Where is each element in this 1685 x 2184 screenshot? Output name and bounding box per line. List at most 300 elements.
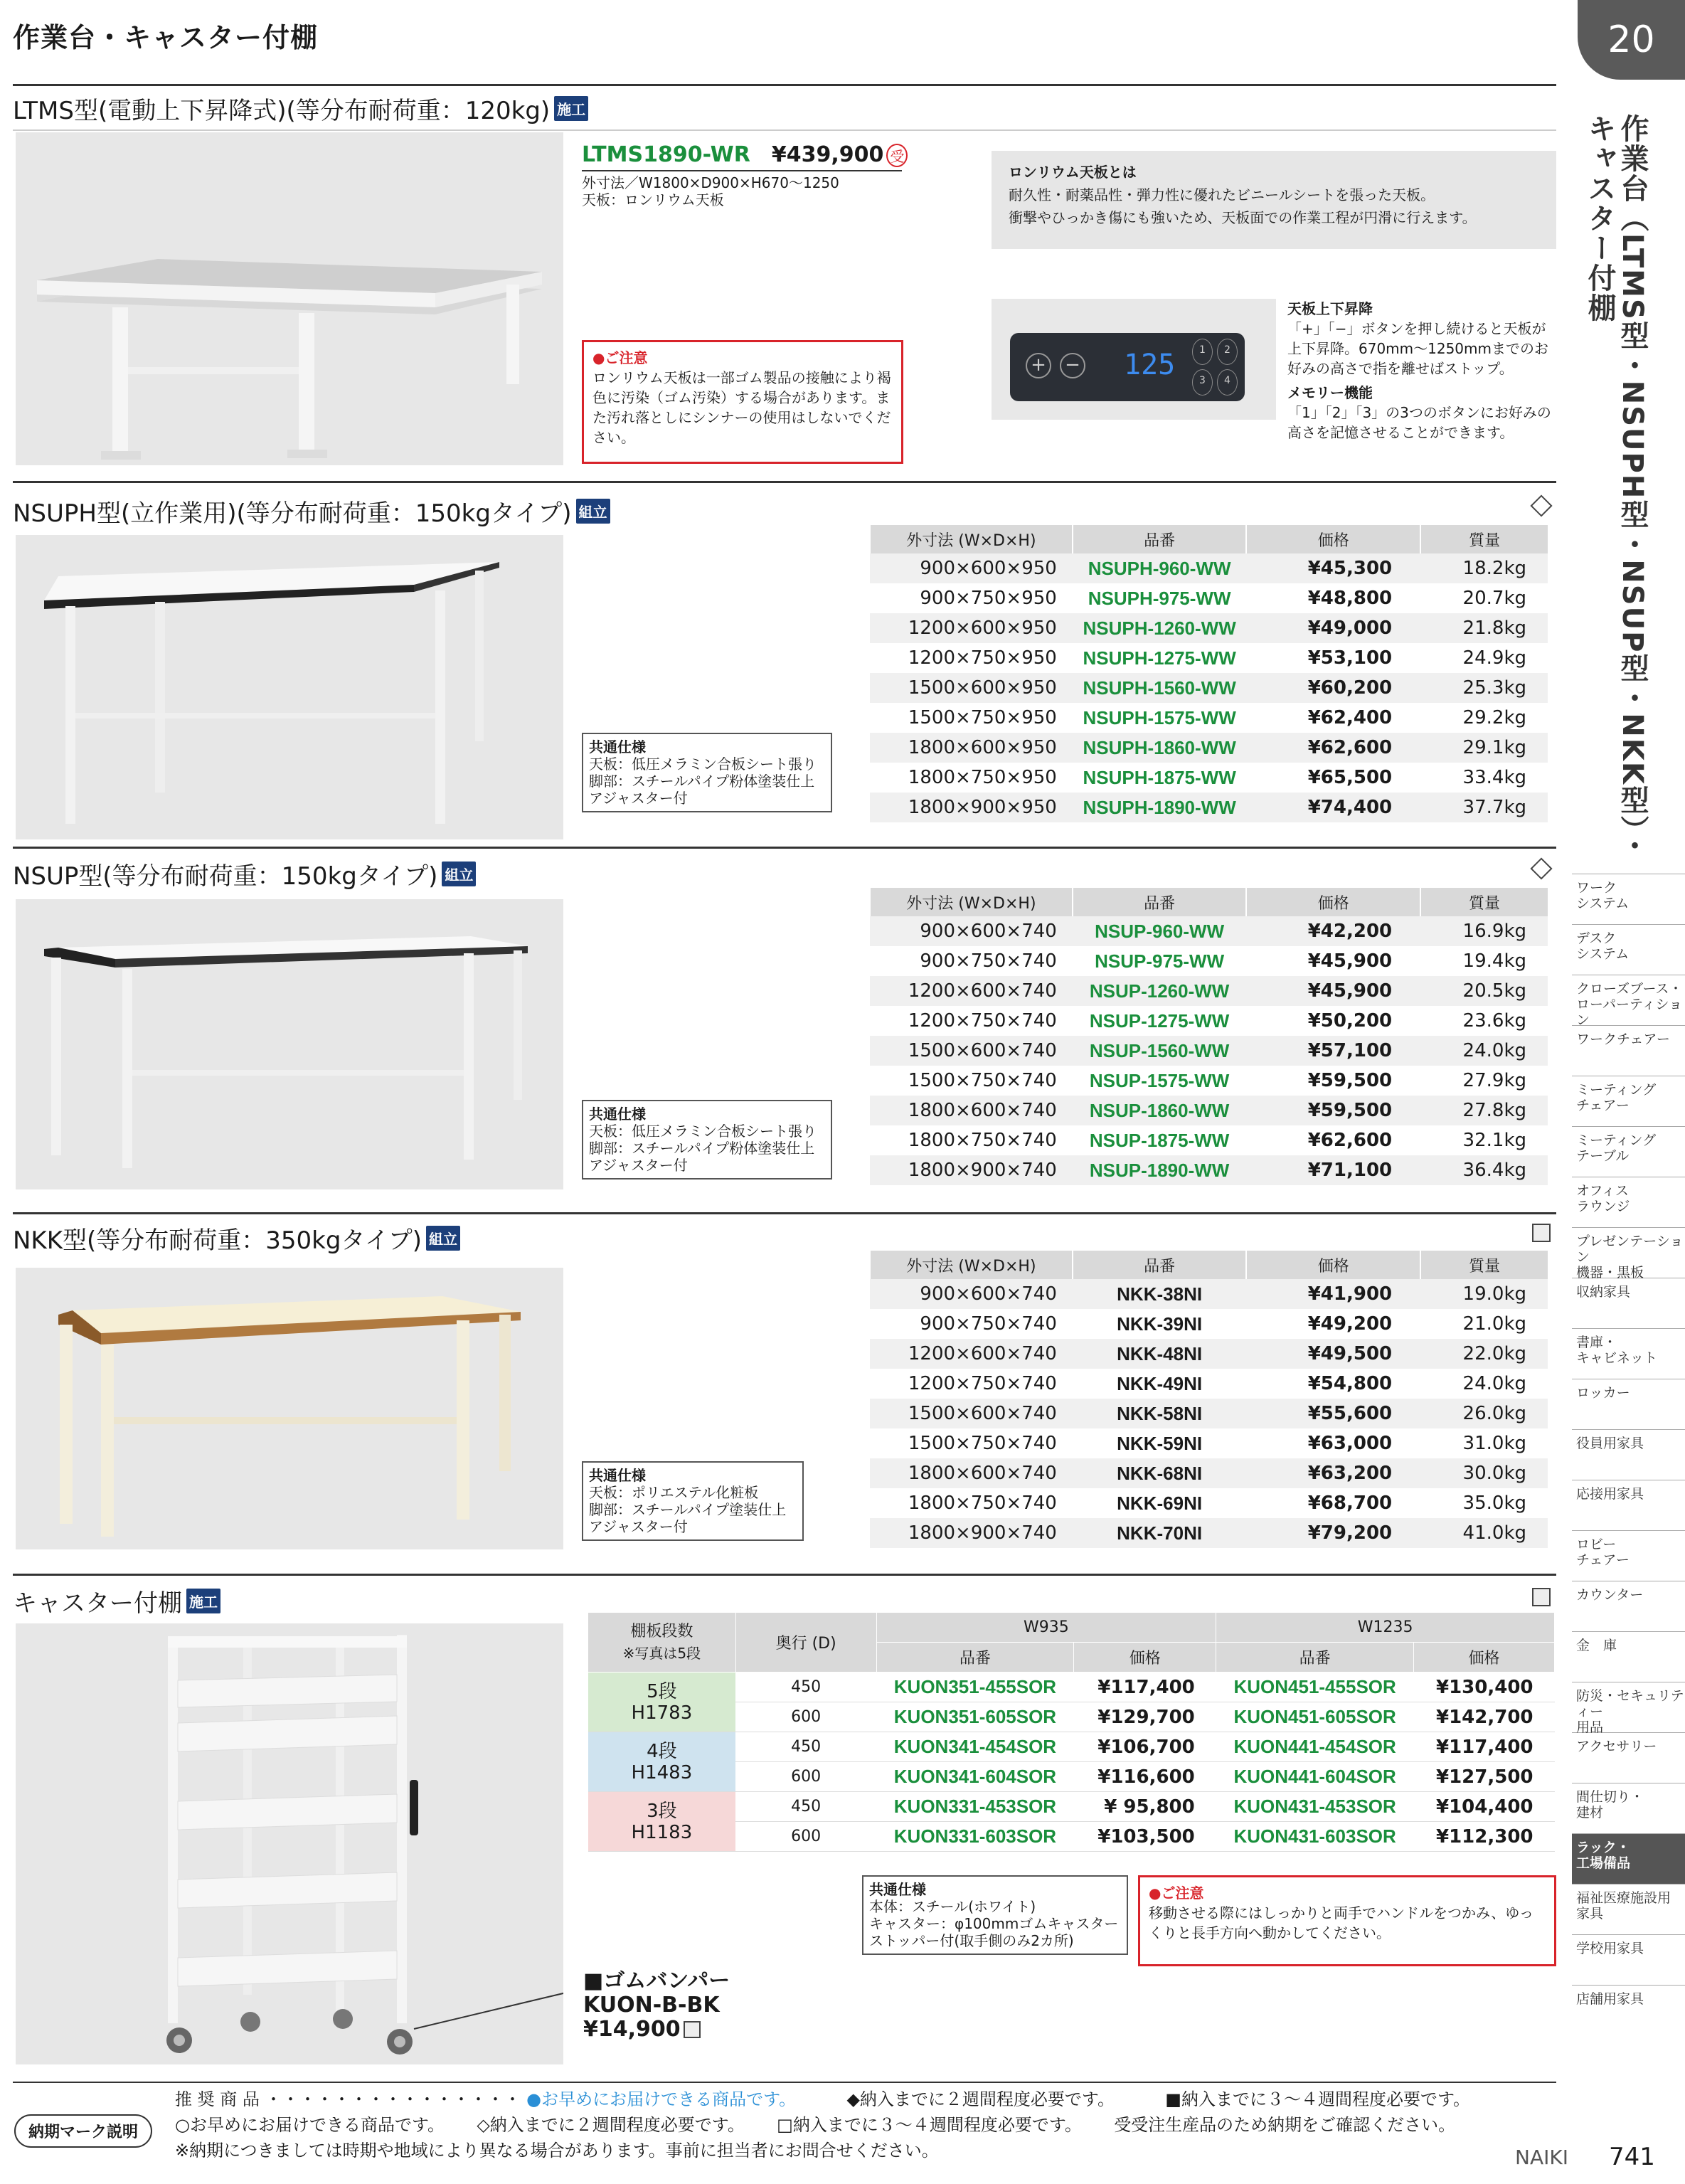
chapter-tab[interactable]: 20 [1578, 0, 1685, 80]
row-size: 1800×900×740 [870, 1155, 1073, 1185]
nsuph-spec-line: 天板：低圧メラミン合板シート張り [589, 756, 817, 773]
memory-button-2: 2 [1217, 339, 1238, 365]
nkk-title: NKK型(等分布耐荷重：350kgタイプ) [13, 1226, 422, 1255]
row-code: NSUP-1560-WW [1073, 1036, 1247, 1066]
row-w935-code: KUON331-453SOR [876, 1792, 1074, 1822]
side-nav-item[interactable]: オフィス ラウンジ [1572, 1177, 1685, 1227]
ltms-photo [16, 132, 563, 465]
row-code: NSUP-1275-WW [1089, 1009, 1230, 1032]
control-panel [1010, 333, 1245, 401]
row-size: 1800×600×740 [870, 1458, 1073, 1488]
row-weight: 16.9kg [1420, 916, 1548, 946]
ltms-top: 天板：ロンリウム天板 [582, 191, 724, 208]
footer-row2-d: 受受注生産品のため納期をご確認ください。 [1114, 2115, 1456, 2135]
row-size: 1200×750×740 [908, 1010, 1057, 1032]
row-weight: 33.4kg [1462, 767, 1526, 788]
row-size: 1500×600×740 [870, 1036, 1073, 1066]
row-price: ¥63,000 [1307, 1433, 1393, 1454]
col-size: 外寸法 (W×D×H) [870, 1251, 1073, 1279]
table-row [870, 1309, 1548, 1339]
row-price: ¥60,200 [1246, 673, 1420, 703]
row-depth: 600 [735, 1762, 876, 1792]
row-depth: 450 [735, 1792, 876, 1822]
footer-row1-a: ●お早めにお届けできる商品です。 [526, 2089, 797, 2109]
row-w1235-code: KUON441-604SOR [1216, 1762, 1414, 1792]
footer-divider [13, 2082, 1556, 2083]
nsuph-divider [13, 481, 1556, 483]
nkk-price-table [869, 1251, 1548, 1548]
row-level [588, 1732, 736, 1792]
nsuph-spec-box [582, 733, 832, 812]
table-row [870, 946, 1548, 976]
col-levels: 棚板段数 [630, 1622, 693, 1640]
table-row [870, 703, 1548, 733]
side-nav-item[interactable]: 収納家具 [1572, 1278, 1685, 1328]
row-code: NSUPH-1560-WW [1073, 673, 1247, 703]
row-size: 1500×600×740 [870, 1399, 1073, 1428]
row-weight: 24.0kg [1420, 1036, 1548, 1066]
col-price: 価格 [1246, 888, 1420, 916]
row-w935-code: KUON331-603SOR [876, 1822, 1074, 1852]
row-w1235-price: ¥127,500 [1414, 1762, 1555, 1792]
plus-button-icon: + [1026, 353, 1051, 378]
memory-button-1: 1 [1192, 339, 1213, 365]
bumper-label: ■ゴムバンパー [583, 1968, 730, 1993]
footer-row2-b: ◇納入までに２週間程度必要です。 [477, 2115, 745, 2135]
nsuph-spec-line: 脚部：スチールパイプ粉体塗装仕上 [589, 773, 815, 790]
nsup-badge: 組立 [442, 862, 476, 886]
row-price: ¥55,600 [1246, 1399, 1420, 1428]
mem-head: メモリー機能 [1287, 384, 1373, 401]
ltms-product [582, 142, 908, 208]
nkk-divider [13, 1212, 1556, 1214]
row-size: 1200×750×950 [908, 647, 1057, 669]
nsuph-badge: 組立 [576, 499, 610, 524]
delivery-mark-diamond-icon [1530, 857, 1552, 879]
row-price: ¥42,200 [1246, 916, 1420, 946]
row-weight: 21.0kg [1462, 1313, 1526, 1335]
row-price: ¥45,900 [1246, 976, 1420, 1006]
col-price: 価格 [1246, 1251, 1420, 1279]
table-row [870, 1125, 1548, 1155]
row-size: 1200×600×950 [870, 613, 1073, 643]
ltms-table-illustration [16, 132, 563, 465]
caster-caution-body: 移動させる際にはしっかりと両手でハンドルをつかみ、ゆっくりと長手方向へ動かしてください。 [1149, 1904, 1533, 1941]
row-price: ¥49,200 [1307, 1313, 1393, 1335]
row-code: NSUPH-1860-WW [1073, 733, 1247, 763]
row-depth: 450 [735, 1673, 876, 1702]
row-w1235-code: KUON441-454SOR [1216, 1732, 1414, 1762]
table-row [870, 1096, 1548, 1125]
row-size: 1200×750×740 [908, 1373, 1057, 1394]
row-size: 1500×750×740 [908, 1433, 1057, 1454]
side-nav-item[interactable]: クローズブース・ ローパーティション [1572, 975, 1685, 1025]
col-weight: 質量 [1420, 888, 1548, 916]
row-size: 1200×600×740 [870, 976, 1073, 1006]
col-w935: W935 [876, 1613, 1216, 1643]
ltms-info-box [992, 151, 1556, 249]
col-w1235-code: 品番 [1216, 1643, 1414, 1673]
nsup-spec-head: 共通仕様 [589, 1106, 646, 1123]
table-row [870, 583, 1548, 613]
row-price: ¥49,500 [1246, 1339, 1420, 1369]
row-weight: 18.2kg [1420, 553, 1548, 583]
ltms-control-panel-photo [992, 299, 1276, 420]
caster-divider [13, 1574, 1556, 1576]
table-row [870, 733, 1548, 763]
row-weight: 20.7kg [1462, 588, 1526, 609]
nsuph-spec-line: アジャスター付 [589, 790, 688, 807]
row-size: 900×600×740 [870, 916, 1073, 946]
row-price: ¥62,600 [1307, 1130, 1393, 1151]
delivery-legend-pill: 納期マーク説明 [14, 2114, 152, 2148]
side-nav-item[interactable]: ワーク システム [1572, 874, 1685, 924]
footer-row2-c: □納入までに３～４週間程度必要です。 [777, 2115, 1082, 2135]
row-w1235-price: ¥142,700 [1414, 1702, 1555, 1732]
table-row [870, 643, 1548, 673]
side-nav-item[interactable]: ワークチェアー [1572, 1025, 1685, 1076]
row-price: ¥53,100 [1307, 647, 1393, 669]
row-depth: 600 [735, 1822, 876, 1852]
footer-row1-label: 推 奨 商 品 ・・・・・・・・・・・・・・・ [175, 2089, 521, 2109]
ltms-caution-head: ●ご注意 [592, 349, 648, 366]
row-code: NSUPH-1260-WW [1073, 613, 1247, 643]
side-nav-item[interactable]: 学校用家具 [1572, 1934, 1685, 1985]
row-price: ¥48,800 [1307, 588, 1393, 609]
nsuph-price-table [869, 525, 1548, 822]
row-weight: 19.0kg [1420, 1279, 1548, 1309]
nsuph-spec-head: 共通仕様 [589, 738, 646, 756]
side-nav-item[interactable]: プレゼンテーション 機器・黒板 [1572, 1227, 1685, 1278]
row-weight: 20.5kg [1420, 976, 1548, 1006]
nsup-divider [13, 847, 1556, 849]
caster-spec-head: 共通仕様 [869, 1881, 926, 1898]
table-row [870, 1458, 1548, 1488]
row-price: ¥54,800 [1307, 1373, 1393, 1394]
row-code: NSUP-1575-WW [1089, 1069, 1230, 1091]
side-nav-item[interactable]: ミーティング テーブル [1572, 1126, 1685, 1177]
row-size: 1500×750×950 [908, 707, 1057, 728]
table-row [870, 1518, 1548, 1548]
page-title: 作業台・キャスター付棚 [13, 22, 319, 53]
nkk-spec-line: 天板：ポリエステル化粧板 [589, 1484, 759, 1501]
memory-button-3: 3 [1192, 369, 1213, 396]
row-weight: 41.0kg [1420, 1518, 1548, 1548]
minus-button-icon: − [1060, 353, 1085, 378]
table-row [870, 1488, 1548, 1518]
bumper-code: KUON-B-BK [583, 1993, 720, 2018]
caster-caution-head: ●ご注意 [1149, 1885, 1204, 1902]
col-w935-price: 価格 [1074, 1643, 1216, 1673]
side-nav-item[interactable]: 役員用家具 [1572, 1429, 1685, 1480]
table-row [870, 1428, 1548, 1458]
row-w1235-price: ¥112,300 [1414, 1822, 1555, 1852]
row-weight: 31.0kg [1462, 1433, 1526, 1454]
row-w935-price: ¥103,500 [1074, 1822, 1216, 1852]
table-row [870, 613, 1548, 643]
nsup-table-illustration [16, 899, 563, 1189]
table-row [870, 673, 1548, 703]
row-price: ¥57,100 [1246, 1036, 1420, 1066]
row-weight: 23.6kg [1462, 1010, 1526, 1032]
footer-row1-b: ◆納入までに２週間程度必要です。 [846, 2089, 1115, 2109]
ltms-caution-box [582, 340, 903, 464]
table-row [870, 1066, 1548, 1096]
row-code: NKK-58NI [1073, 1399, 1247, 1428]
row-weight: 35.0kg [1462, 1493, 1526, 1514]
row-price: ¥65,500 [1307, 767, 1393, 788]
nsup-photo [16, 899, 563, 1189]
ltms-code: LTMS1890-WR [582, 142, 750, 167]
row-w1235-price: ¥104,400 [1414, 1792, 1555, 1822]
table-row [870, 1155, 1548, 1185]
row-w1235-code: KUON451-605SOR [1216, 1702, 1414, 1732]
side-nav-item[interactable]: 福祉医療施設用 家具 [1572, 1884, 1685, 1934]
table-row [870, 763, 1548, 793]
row-w1235-price: ¥130,400 [1414, 1673, 1555, 1702]
row-price: ¥41,900 [1246, 1279, 1420, 1309]
nsup-spec-line: アジャスター付 [589, 1157, 688, 1174]
row-w935-price: ¥106,700 [1074, 1732, 1216, 1762]
row-code: NSUPH-1890-WW [1073, 793, 1247, 822]
level-height: H1783 [631, 1702, 693, 1724]
row-w935-price: ¥116,600 [1074, 1762, 1216, 1792]
row-code: NSUP-1860-WW [1073, 1096, 1247, 1125]
row-price: ¥49,000 [1246, 613, 1420, 643]
nsup-spec-box [582, 1100, 832, 1180]
table-row [870, 1036, 1548, 1066]
memory-buttons [1192, 339, 1238, 396]
bumper-price: ¥14,900 [583, 2017, 681, 2042]
caster-price-table [588, 1612, 1555, 1852]
nkk-spec-line: 脚部：スチールパイプ塗装仕上 [589, 1501, 787, 1518]
footer-row2 [175, 2113, 1455, 2137]
delivery-mark-square-icon [1532, 1588, 1551, 1606]
row-size: 900×600×740 [870, 1279, 1073, 1309]
side-nav-item[interactable]: 書庫・ キャビネット [1572, 1328, 1685, 1379]
side-nav-item[interactable]: ロッカー [1572, 1379, 1685, 1429]
row-w935-price: ¥117,400 [1074, 1673, 1216, 1702]
row-price: ¥62,600 [1246, 733, 1420, 763]
table-row [588, 1732, 1555, 1762]
row-code: NKK-39NI [1117, 1313, 1203, 1335]
row-code: NSUP-975-WW [1095, 950, 1225, 972]
row-size: 1500×600×950 [870, 673, 1073, 703]
caster-badge: 施工 [186, 1589, 220, 1613]
row-size: 1800×750×740 [908, 1493, 1057, 1514]
row-weight: 36.4kg [1420, 1155, 1548, 1185]
mem-body: 「1」「2」「3」の3つのボタンにお好みの高さを記憶させることができます。 [1287, 404, 1551, 441]
table-row [588, 1792, 1555, 1822]
row-code: NKK-49NI [1117, 1372, 1203, 1394]
row-size: 900×600×950 [870, 553, 1073, 583]
side-nav [1572, 874, 1685, 2035]
side-nav-item[interactable]: ミーティング チェアー [1572, 1076, 1685, 1126]
col-w1235: W1235 [1216, 1613, 1555, 1643]
caster-spec-line: ストッパー付(取手側のみ2カ所) [869, 1932, 1074, 1949]
row-w935-code: KUON351-605SOR [876, 1702, 1074, 1732]
caster-caution-box [1138, 1875, 1556, 1966]
memory-button-4: 4 [1217, 369, 1238, 396]
nkk-spec-head: 共通仕様 [589, 1467, 646, 1484]
bumper-callout [583, 1969, 730, 2042]
side-nav-item[interactable]: 防災・セキュリティー 用品 [1572, 1682, 1685, 1732]
side-nav-item[interactable]: 間仕切り・ 建材 [1572, 1783, 1685, 1833]
row-size: 1500×750×740 [908, 1070, 1057, 1091]
row-code: NSUPH-975-WW [1088, 587, 1231, 609]
side-nav-item[interactable]: アクセサリー [1572, 1732, 1685, 1783]
row-weight: 24.0kg [1462, 1373, 1526, 1394]
nsuph-title: NSUPH型(立作業用)(等分布耐荷重：150kgタイプ) [13, 499, 572, 528]
row-code: NKK-69NI [1117, 1492, 1203, 1514]
row-price: ¥74,400 [1246, 793, 1420, 822]
ltms-features [1287, 299, 1558, 442]
row-weight: 21.8kg [1420, 613, 1548, 643]
row-price: ¥62,400 [1307, 707, 1393, 728]
side-nav-item[interactable]: デスク システム [1572, 924, 1685, 975]
col-size: 外寸法 (W×D×H) [870, 888, 1073, 916]
caster-spec-line: キャスター：φ100mmゴムキャスター [869, 1915, 1119, 1932]
side-nav-item[interactable]: ラック・ 工場備品 [1572, 1833, 1685, 1884]
col-w1235-price: 価格 [1414, 1643, 1555, 1673]
table-row [870, 793, 1548, 822]
row-weight: 26.0kg [1420, 1399, 1548, 1428]
row-code: NKK-70NI [1073, 1518, 1247, 1548]
col-code: 品番 [1073, 525, 1247, 553]
row-size: 900×750×740 [920, 1313, 1057, 1335]
ltms-info-body2: 衝撃やひっかき傷にも強いため、天板面での作業工程が円滑に行えます。 [1009, 209, 1477, 226]
page-number: 741 [1609, 2143, 1655, 2171]
header-divider [13, 84, 1556, 86]
side-nav-item[interactable]: カウンター [1572, 1581, 1685, 1631]
row-w1235-price: ¥117,400 [1414, 1732, 1555, 1762]
row-weight: 24.9kg [1462, 647, 1526, 669]
row-price: ¥45,900 [1307, 950, 1393, 972]
ltms-divider [13, 129, 1556, 131]
caster-section-title [13, 1584, 220, 1618]
level-count: 3段 [647, 1800, 677, 1822]
row-code: NSUPH-1575-WW [1083, 706, 1236, 728]
side-nav-item[interactable]: 金 庫 [1572, 1631, 1685, 1682]
lift-body: 「+」「−」ボタンを押し続けると天板が上下昇降。670mm～1250mmまでのお好みの高さで指を離せばストップ。 [1287, 320, 1549, 377]
col-weight: 質量 [1420, 1251, 1548, 1279]
row-w1235-code: KUON451-455SOR [1216, 1673, 1414, 1702]
row-weight: 27.8kg [1420, 1096, 1548, 1125]
nkk-photo [16, 1268, 563, 1549]
side-nav-item[interactable]: 店舗用家具 [1572, 1985, 1685, 2035]
row-code: NSUPH-1275-WW [1083, 647, 1236, 669]
row-code: NKK-38NI [1073, 1279, 1247, 1309]
lift-head: 天板上下昇降 [1287, 300, 1373, 317]
caster-rack-illustration [16, 1623, 563, 2064]
row-w1235-code: KUON431-453SOR [1216, 1792, 1414, 1822]
row-price: ¥68,700 [1307, 1493, 1393, 1514]
ltms-title: LTMS型(電動上下昇降式)(等分布耐荷重：120kg) [13, 97, 551, 125]
row-price: ¥63,200 [1246, 1458, 1420, 1488]
delivery-mark-square-icon [1532, 1224, 1551, 1242]
row-weight: 29.1kg [1420, 733, 1548, 763]
col-code: 品番 [1073, 1251, 1247, 1279]
nsuph-photo [16, 535, 563, 839]
row-code: NKK-48NI [1073, 1339, 1247, 1369]
row-level [588, 1673, 736, 1732]
row-weight: 27.9kg [1462, 1070, 1526, 1091]
row-depth: 450 [735, 1732, 876, 1762]
caster-title: キャスター付棚 [13, 1589, 182, 1618]
row-weight: 32.1kg [1462, 1130, 1526, 1151]
table-row [870, 553, 1548, 583]
row-size: 1200×600×740 [870, 1339, 1073, 1369]
ltms-badge: 施工 [554, 96, 588, 121]
row-size: 1800×750×950 [908, 767, 1057, 788]
footer-row1 [175, 2087, 1470, 2111]
row-weight: 37.7kg [1420, 793, 1548, 822]
row-code: NSUPH-1875-WW [1083, 766, 1236, 788]
row-size: 900×750×740 [920, 950, 1057, 972]
delivery-mark-diamond-icon [1530, 494, 1552, 516]
col-depth: 奥行 (D) [735, 1613, 876, 1673]
col-code: 品番 [1073, 888, 1247, 916]
row-code: NSUP-960-WW [1073, 916, 1247, 946]
col-levels-note: ※写真は5段 [622, 1644, 701, 1662]
level-count: 4段 [647, 1740, 677, 1762]
vertical-chapter-title: 作業台（LTMS型・NSUPH型・NSUP型・NKK型）・キャスター付棚 [1583, 114, 1649, 861]
caster-spec-line: 本体：スチール(ホワイト) [869, 1898, 1036, 1915]
col-size: 外寸法 (W×D×H) [870, 525, 1073, 553]
row-level [588, 1792, 736, 1852]
row-depth: 600 [735, 1702, 876, 1732]
nkk-spec-line: アジャスター付 [589, 1518, 688, 1535]
col-weight: 質量 [1420, 525, 1548, 553]
row-code: NKK-59NI [1117, 1432, 1203, 1454]
table-row [870, 1339, 1548, 1369]
table-row [588, 1673, 1555, 1702]
side-nav-item[interactable]: 応接用家具 [1572, 1480, 1685, 1530]
ltms-info-head: ロンリウム天板とは [1009, 164, 1137, 181]
row-size: 1800×900×740 [870, 1518, 1073, 1548]
ltms-section-title [13, 91, 588, 126]
ltms-caution-body: ロンリウム天板は一部ゴム製品の接触により褐色に汚染（ゴム汚染）する場合があります。また汚れ落としにシンナーの使用はしないでください。 [592, 369, 891, 446]
table-row [870, 916, 1548, 946]
row-w935-price: ¥ 95,800 [1074, 1792, 1216, 1822]
side-nav-item[interactable]: ロビー チェアー [1572, 1530, 1685, 1581]
ltms-price: ¥439,900 [771, 142, 884, 167]
row-weight: 25.3kg [1420, 673, 1548, 703]
row-w935-price: ¥129,700 [1074, 1702, 1216, 1732]
table-row [870, 1006, 1548, 1036]
row-code: NSUPH-960-WW [1073, 553, 1247, 583]
row-price: ¥45,300 [1246, 553, 1420, 583]
nsup-section-title [13, 857, 476, 891]
ltms-info-body1: 耐久性・耐薬品性・弾力性に優れたビニールシートを張った天板。 [1009, 186, 1435, 203]
level-height: H1183 [631, 1821, 693, 1843]
col-w935-code: 品番 [876, 1643, 1074, 1673]
ltms-price-mark: 受 [886, 144, 908, 167]
caster-photo [16, 1623, 563, 2064]
table-row [870, 976, 1548, 1006]
col-price: 価格 [1246, 525, 1420, 553]
row-w935-code: KUON351-455SOR [876, 1673, 1074, 1702]
nsup-spec-line: 脚部：スチールパイプ粉体塗装仕上 [589, 1140, 815, 1157]
row-size: 900×750×950 [920, 588, 1057, 609]
row-price: ¥71,100 [1246, 1155, 1420, 1185]
level-count: 5段 [647, 1680, 677, 1702]
footer-row1-c: ■納入までに３～４週間程度必要です。 [1165, 2089, 1471, 2109]
row-w935-code: KUON341-604SOR [876, 1762, 1074, 1792]
row-code: NKK-68NI [1073, 1458, 1247, 1488]
level-height: H1483 [631, 1761, 693, 1783]
row-size: 1800×750×740 [908, 1130, 1057, 1151]
